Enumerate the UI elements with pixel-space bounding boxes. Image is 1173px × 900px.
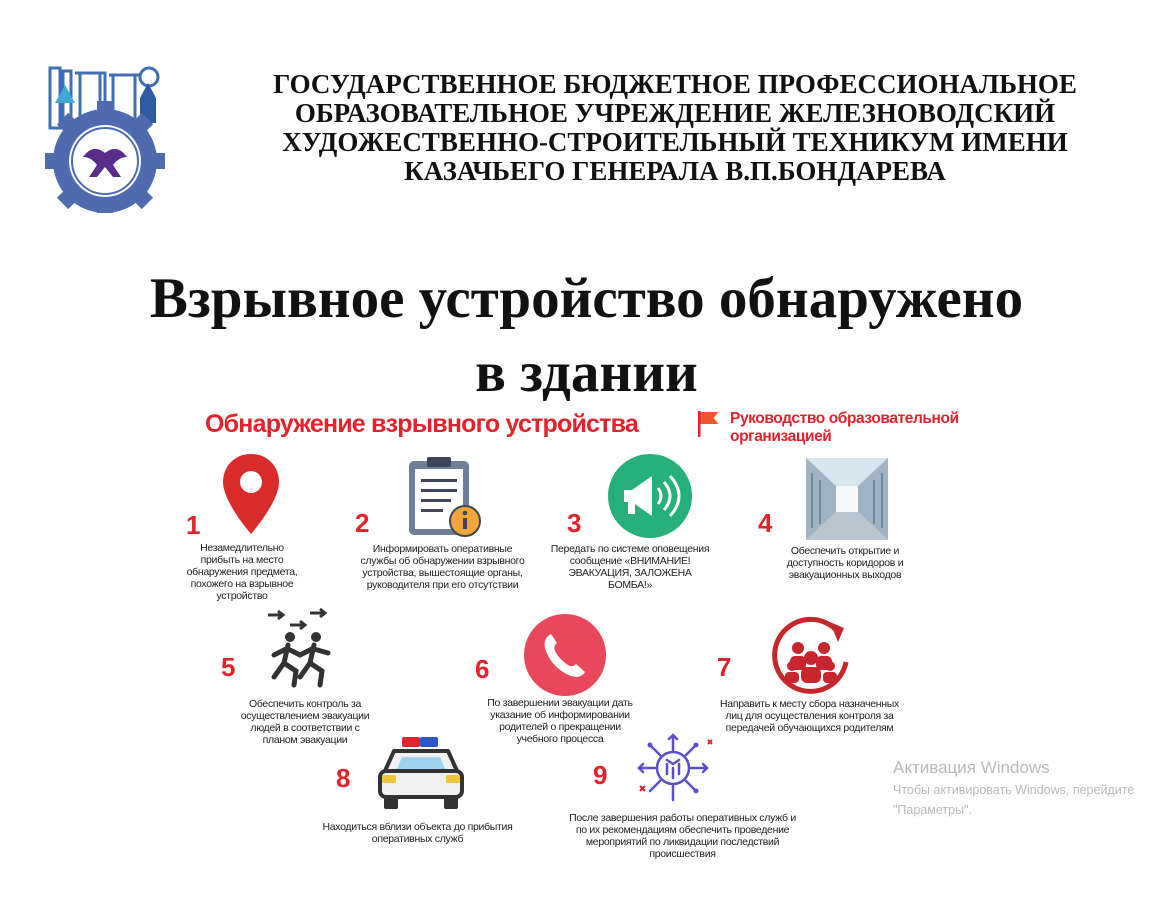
step-text: [230, 698, 380, 746]
page-title: [40, 262, 1133, 410]
step-text-line: Незамедлительно: [200, 542, 284, 554]
step-text-line: Обеспечить открытие и: [790, 545, 900, 557]
org-line: ГОСУДАРСТВЕННОЕ БЮДЖЕТНОЕ ПРОФЕССИОНАЛЬНОЕ: [273, 69, 1077, 99]
clipboard-info-icon: [405, 455, 485, 544]
step-text-line: доступность коридоров и: [786, 557, 904, 569]
step-text-line: После завершения работы оперативных служб и: [569, 812, 796, 824]
step-number: 5: [221, 652, 236, 682]
step-text-line: лиц для осуществления контроля за: [725, 710, 894, 722]
flag-icon: [697, 410, 723, 443]
step-text: [550, 543, 710, 591]
step-text-line: мероприятий по ликвидации последствий: [585, 836, 780, 848]
network-hand-icon: [628, 728, 718, 815]
map-pin-icon: [220, 452, 282, 541]
step-text-line: похожего на взрывное: [190, 578, 294, 590]
step-text-line: происшествия: [649, 848, 716, 860]
title-line: Взрывное устройство обнаружено: [149, 267, 1024, 330]
step-text-line: По завершении эвакуации дать: [487, 697, 633, 709]
step-text-line: Обеспечить контроль за: [248, 698, 362, 710]
step-number: 2: [355, 508, 370, 538]
step-text: [775, 545, 915, 581]
step-text: [480, 697, 640, 745]
step-text-line: руководителя при его отсутствии: [366, 579, 519, 591]
org-line: КАЗАЧЬЕГО ГЕНЕРАЛА В.П.БОНДАРЕВА: [404, 156, 946, 186]
police-car-icon: [376, 735, 466, 816]
org-line: ХУДОЖЕСТВЕННО-СТРОИТЕЛЬНЫЙ ТЕХНИКУМ ИМЕНИ: [282, 127, 1068, 157]
title-line: в здании: [475, 341, 698, 404]
running-people-icon: [262, 607, 348, 696]
step-text: [315, 821, 520, 845]
step-text-line: устройства, вышестоящие органы,: [362, 567, 523, 579]
step-text-line: службы об обнаружении взрывного: [360, 555, 525, 567]
step-text-line: людей в соответствии с: [250, 722, 360, 734]
group-cycle-icon: [768, 614, 854, 705]
step-text-line: осуществлением эвакуации: [240, 710, 370, 722]
step-text-line: сообщение «ВНИМАНИЕ!: [569, 555, 691, 567]
step-text-line: планом эвакуации: [262, 734, 348, 746]
leader-label: [730, 410, 970, 446]
phone-icon: [522, 612, 608, 703]
megaphone-icon: [606, 452, 694, 545]
step-text-line: обнаружения предмета,: [186, 566, 298, 578]
activation-watermark-title: Активация Windows: [893, 758, 1050, 777]
step-text-line: Направить к месту сбора назначенных: [720, 698, 899, 710]
step-text: [172, 542, 312, 602]
org-line: ОБРАЗОВАТЕЛЬНОЕ УЧРЕЖДЕНИЕ ЖЕЛЕЗНОВОДСКИЙ: [294, 98, 1056, 128]
corridor-icon: [806, 458, 888, 545]
step-text-line: передачей обучающихся родителям: [725, 722, 894, 734]
college-logo: [45, 63, 170, 213]
step-text-line: ЭВАКУАЦИЯ, ЗАЛОЖЕНА: [568, 567, 692, 579]
leader-line: Руководство образовательной: [730, 410, 959, 427]
step-text-line: родителей о прекращении: [499, 721, 621, 733]
step-text-line: Информировать оперативные: [372, 543, 513, 555]
leader-line: организацией: [730, 428, 832, 445]
step-number: 7: [717, 652, 732, 682]
step-text: [712, 698, 907, 734]
activation-watermark-line: "Параметры".: [893, 803, 972, 817]
step-text-line: оперативных служб: [371, 833, 464, 845]
step-number: 6: [475, 654, 490, 684]
step-text: [560, 812, 805, 860]
activation-watermark-line: Чтобы активировать Windows, перейдите: [893, 783, 1135, 797]
step-text-line: устройство: [216, 590, 268, 602]
step-text: [335, 543, 550, 591]
section-title: Обнаружение взрывного устройства: [205, 410, 638, 438]
step-text-line: указание об информировании: [490, 709, 630, 721]
step-text-line: эвакуационных выходов: [788, 569, 902, 581]
step-number: 8: [336, 763, 351, 793]
step-text-line: Находиться вблизи объекта до прибытия: [322, 821, 513, 833]
organization-title: [215, 70, 1135, 186]
step-text-line: прибыть на место: [200, 554, 284, 566]
step-text-line: Передать по системе оповещения: [550, 543, 710, 555]
step-number: 3: [567, 508, 582, 538]
step-number: 1: [186, 510, 201, 540]
step-text-line: БОМБА!»: [607, 579, 652, 591]
step-number: 9: [593, 760, 608, 790]
step-number: 4: [758, 508, 773, 538]
step-text-line: по их рекомендациям обеспечить проведение: [575, 824, 790, 836]
step-text-line: учебного процесса: [516, 733, 604, 745]
